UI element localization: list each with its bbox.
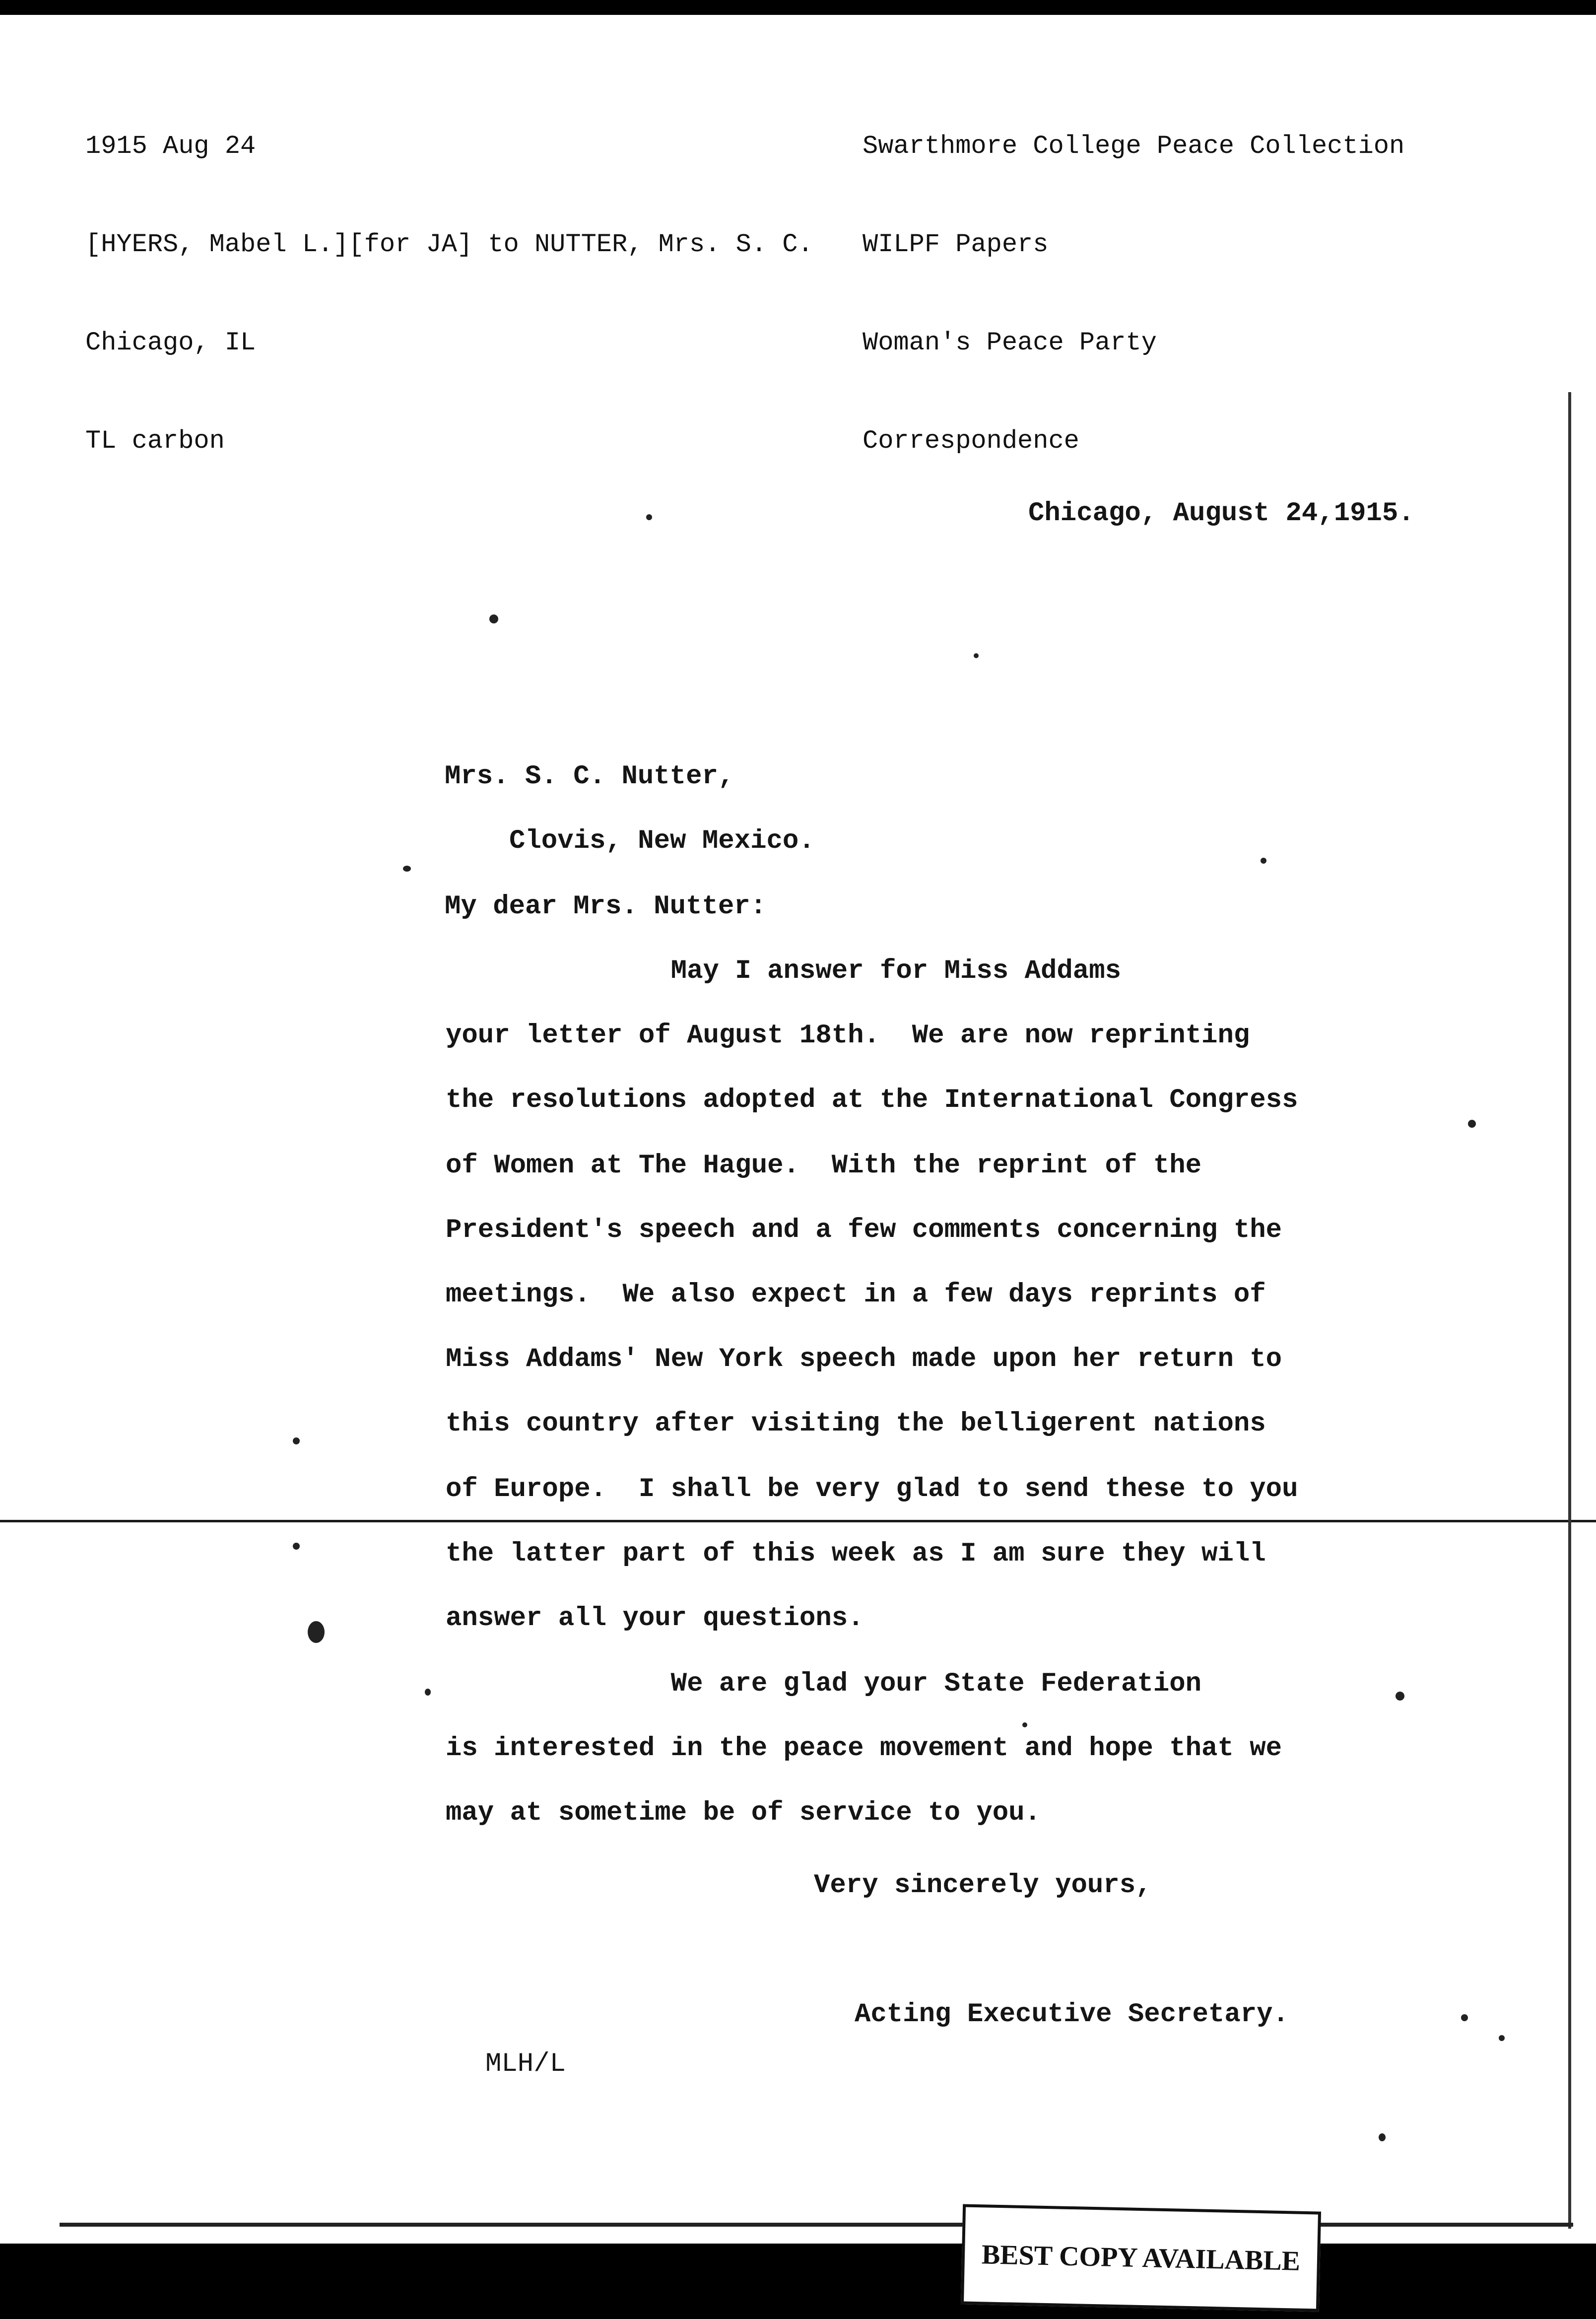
catalog-subseries: Correspondence	[863, 426, 1079, 456]
scan-top-border	[0, 0, 1596, 15]
catalog-info-left	[85, 65, 813, 523]
catalog-series: Woman's Peace Party	[863, 328, 1157, 357]
body-line: of Europe. I shall be very glad to send these to you	[446, 1474, 1298, 1504]
scan-speck	[1461, 2014, 1468, 2021]
scan-bottom-border	[0, 2244, 1596, 2319]
scan-speck	[489, 614, 498, 623]
catalog-papers: WILPF Papers	[863, 230, 1049, 259]
scan-speck	[1499, 2035, 1505, 2041]
catalog-format: TL carbon	[85, 426, 225, 456]
body-line: of Women at The Hague. With the reprint of the	[446, 1151, 1202, 1181]
body-line: We are glad your State Federation	[446, 1669, 1202, 1699]
scan-speck	[425, 1689, 431, 1696]
body-line: this country after visiting the belligerent nations	[446, 1409, 1266, 1439]
fold-line	[0, 1520, 1596, 1522]
body-line: is interested in the peace movement and hope that we	[446, 1733, 1282, 1764]
scan-speck	[1396, 1692, 1404, 1701]
scan-speck	[293, 1543, 300, 1550]
scan-speck	[1379, 2133, 1386, 2141]
complimentary-close: Very sincerely yours,	[814, 1870, 1152, 1901]
recipient-name: Mrs. S. C. Nutter,	[445, 761, 734, 792]
recipient-city: Clovis, New Mexico.	[509, 826, 815, 856]
body-line: answer all your questions.	[446, 1603, 864, 1634]
scan-speck	[974, 653, 979, 658]
scan-speck	[646, 514, 652, 520]
body-line: May I answer for Miss Addams	[446, 956, 1122, 986]
catalog-info-right	[863, 65, 1404, 523]
body-line: Miss Addams' New York speech made upon her return to	[446, 1344, 1282, 1374]
body-line: President's speech and a few comments concerning the	[446, 1215, 1282, 1245]
scan-speck	[1261, 858, 1266, 864]
best-copy-stamp	[961, 2204, 1321, 2312]
catalog-date: 1915 Aug 24	[85, 132, 256, 161]
scan-speck	[1022, 1722, 1027, 1727]
typist-initials: MLH/L	[485, 2049, 566, 2079]
page-right-edge	[1568, 392, 1571, 2229]
body-line: the resolutions adopted at the International Congress	[446, 1085, 1298, 1115]
scan-speck	[1468, 1120, 1476, 1128]
body-line: may at sometime be of service to you.	[446, 1798, 1041, 1828]
salutation: My dear Mrs. Nutter:	[445, 891, 767, 922]
scan-speck	[403, 866, 411, 872]
body-line: the latter part of this week as I am sure they will	[446, 1539, 1266, 1569]
signature-title: Acting Executive Secretary.	[855, 1999, 1289, 2030]
catalog-collection: Swarthmore College Peace Collection	[863, 132, 1405, 161]
body-line: your letter of August 18th. We are now reprinting	[446, 1021, 1250, 1051]
scan-speck	[293, 1437, 300, 1444]
catalog-place: Chicago, IL	[85, 328, 256, 357]
page-bottom-edge	[60, 2223, 1573, 2227]
catalog-correspondents: [HYERS, Mabel L.][for JA] to NUTTER, Mrs. S. C.	[85, 230, 813, 259]
letter-date: Chicago, August 24,1915.	[1028, 498, 1414, 529]
stamp-text: BEST COPY AVAILABLE	[981, 2239, 1301, 2277]
body-line: meetings. We also expect in a few days reprints of	[446, 1280, 1266, 1310]
scan-speck	[308, 1621, 325, 1643]
